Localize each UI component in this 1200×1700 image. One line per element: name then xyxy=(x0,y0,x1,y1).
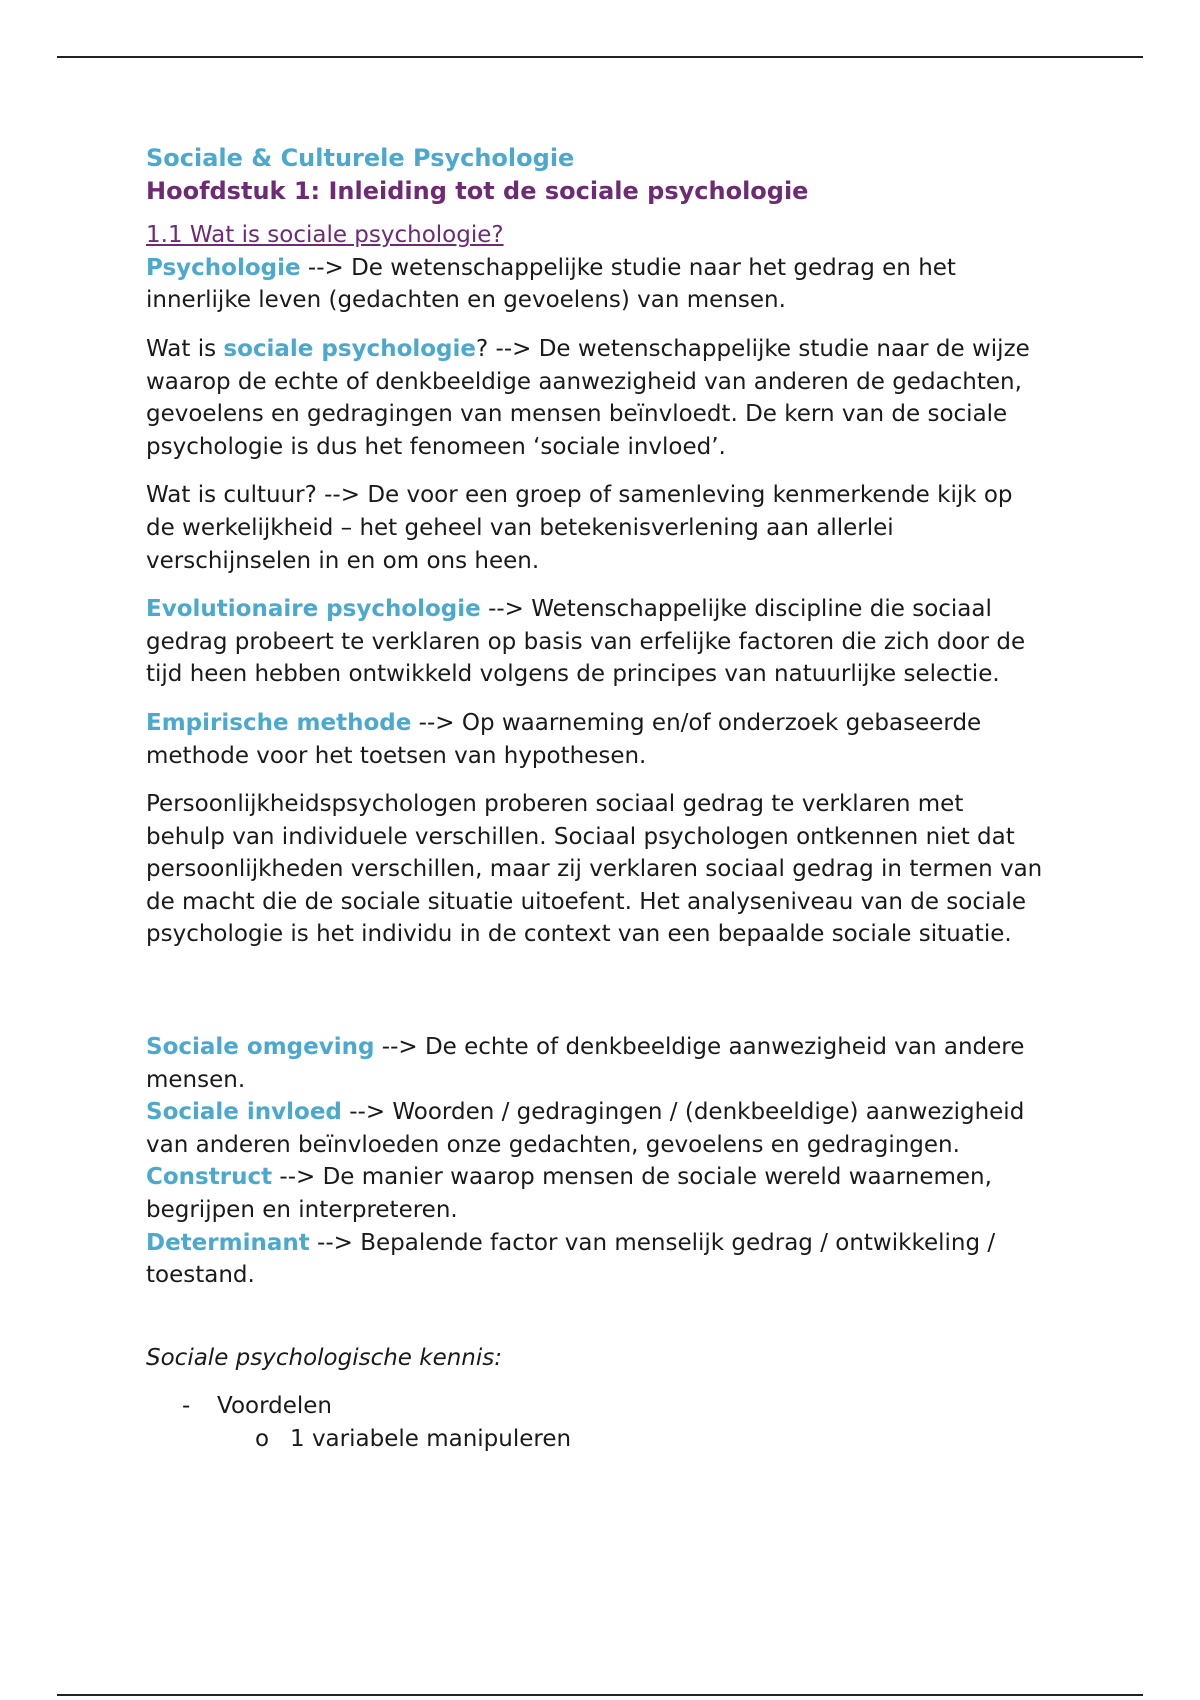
paragraph-cultuur: Wat is cultuur? --> De voor een groep of samenleving kenmerkende kijk op de werkelijkheid – het geheel van betekenisverlening aan allerlei verschijnselen in en om ons heen. xyxy=(146,482,1013,574)
list-item-text: Voordelen xyxy=(217,1393,333,1420)
list-item xyxy=(146,1423,1046,1456)
paragraph-persoonlijkheid: Persoonlijkheidspsychologen proberen sociaal gedrag te verklaren met behulp van individuele verschillen. Sociaal psychologen ontkennen niet dat persoonlijkheden verschillen, maar zij verklaren sociaal gedrag in termen van de macht die de sociale situatie uitoefent. Het analyseniveau van de sociale psychologie is het individu in de context van een bepaalde sociale situatie. xyxy=(146,791,1043,948)
section-heading: 1.1 Wat is sociale psychologie? xyxy=(146,222,504,249)
definition-text: --> De wetenschappelijke studie naar het gedrag en het innerlijke leven (gedachten en gevoelens) van mensen. xyxy=(146,254,956,314)
document-title: Sociale & Culturele Psychologie xyxy=(146,144,575,172)
term-sociale-psychologie: sociale psychologie xyxy=(223,335,476,362)
definition-text: --> Op waarneming en/of onderzoek gebaseerde methode voor het toetsen van hypothesen. xyxy=(146,709,982,769)
definition-text: --> De echte of denkbeeldige aanwezigheid van andere mensen. xyxy=(146,1034,1025,1093)
spacer xyxy=(146,967,1046,1031)
kennis-label: Sociale psychologische kennis: xyxy=(146,1344,503,1371)
paragraph-evolutionaire xyxy=(146,593,1046,691)
dash-bullet: - xyxy=(182,1393,191,1420)
paragraph-sociale-psychologie xyxy=(146,333,1046,463)
circle-bullet: o xyxy=(255,1426,270,1452)
term-determinant: Determinant xyxy=(146,1229,310,1256)
top-rule xyxy=(57,56,1143,58)
chapter-title: Hoofdstuk 1: Inleiding tot de sociale psychologie xyxy=(146,176,809,205)
term-empirische-methode: Empirische methode xyxy=(146,709,412,736)
definition-text: --> Bepalende factor van menselijk gedrag / ontwikkeling / toestand. xyxy=(146,1229,996,1289)
paragraph-psychologie xyxy=(146,252,1046,317)
spacer xyxy=(146,1292,1046,1342)
term-sociale-omgeving: Sociale omgeving xyxy=(146,1034,375,1061)
list-item xyxy=(146,1390,1046,1423)
definition-sociale-omgeving xyxy=(146,1031,1046,1096)
term-sociale-invloed: Sociale invloed xyxy=(146,1099,342,1126)
definition-text: --> Wetenschappelijke discipline die sociaal gedrag probeert te verklaren op basis van erfelijke factoren die zich door de tijd heen hebben ontwikkeld volgens de principes van natuurlijke selectie. xyxy=(146,596,1026,688)
term-psychologie: Psychologie xyxy=(146,254,301,281)
term-construct: Construct xyxy=(146,1164,273,1191)
definition-text: --> Woorden / gedragingen / (denkbeeldige) aanwezigheid van anderen beïnvloeden onze gedachten, gevoelens en gedragingen. xyxy=(146,1099,1025,1158)
definition-construct xyxy=(146,1161,1046,1226)
term-evolutionaire-psychologie: Evolutionaire psychologie xyxy=(146,596,481,623)
paragraph-empirische xyxy=(146,707,1046,772)
definition-sociale-invloed xyxy=(146,1096,1046,1161)
definition-text: --> De manier waarop mensen de sociale wereld waarnemen, begrijpen en interpreteren. xyxy=(146,1164,992,1224)
definition-determinant xyxy=(146,1227,1046,1292)
paragraph-prefix: Wat is xyxy=(146,335,224,362)
bottom-rule xyxy=(57,1694,1143,1696)
definition-text: ? --> De wetenschappelijke studie naar de wijze waarop de echte of denkbeeldige aanwezigheid van anderen de gedachten, gevoelens en gedragingen van mensen beïnvloedt. De kern van de sociale psychologie is dus het fenomeen ‘sociale invloed’. xyxy=(146,335,1030,460)
document-body xyxy=(146,142,1046,1456)
list-item-text: 1 variabele manipuleren xyxy=(290,1426,572,1452)
